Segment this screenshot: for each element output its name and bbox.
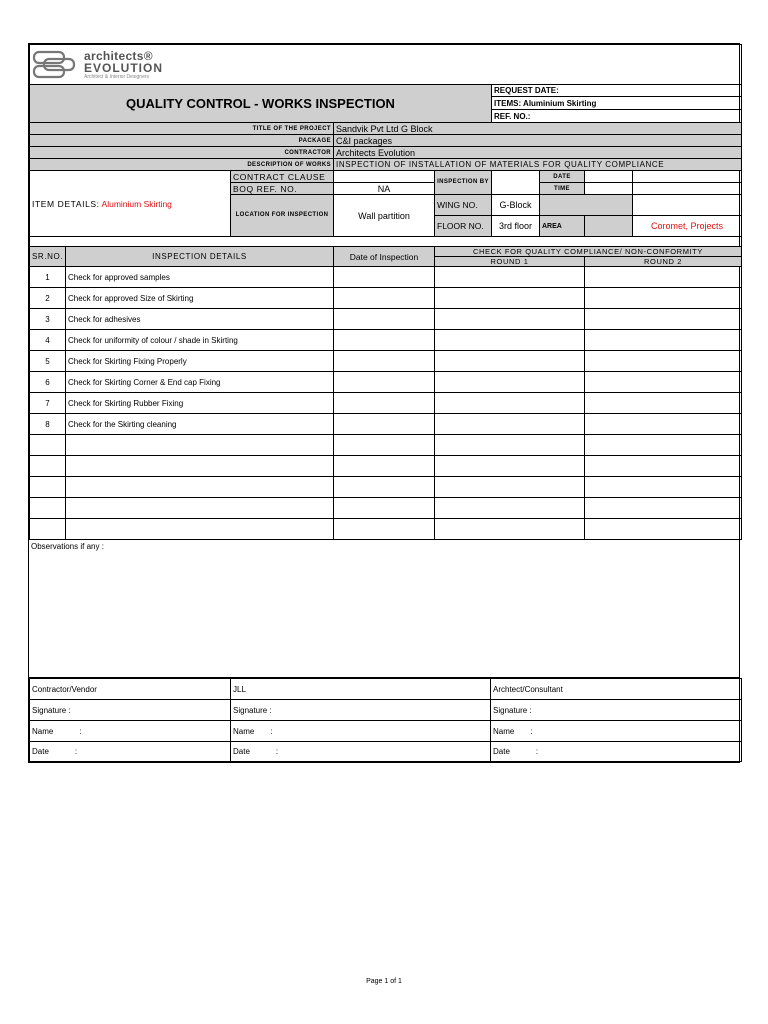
time-value: [585, 183, 633, 195]
row-srno: [30, 477, 66, 498]
col-inspection-details: INSPECTION DETAILS: [66, 247, 334, 267]
name-label: Name: [233, 726, 255, 736]
table-row: [30, 309, 742, 330]
row-inspection-detail: Check for approved Size of Skirting: [66, 288, 334, 309]
row-round2-cell[interactable]: [585, 414, 742, 435]
row-round1-cell[interactable]: [435, 435, 585, 456]
boq-ref-value: NA: [334, 183, 435, 195]
signoff-table: [29, 678, 742, 762]
row-srno: 2: [30, 288, 66, 309]
time-extra: [633, 183, 742, 195]
table-row: [30, 267, 742, 288]
row-srno: [30, 519, 66, 540]
description-label: DESCRIPTION OF WORKS: [30, 159, 334, 171]
row-round1-cell[interactable]: [435, 351, 585, 372]
observations-label: Observations if any :: [31, 542, 104, 551]
table-row: [30, 477, 742, 498]
observations-box[interactable]: [29, 540, 739, 678]
contract-clause-label: CONTRACT CLAUSE: [231, 171, 334, 183]
party-contractor: Contractor/Vendor: [30, 679, 231, 700]
row-srno: 3: [30, 309, 66, 330]
item-details-value: Aluminium Skirting: [101, 198, 172, 209]
row-date-cell[interactable]: [334, 351, 435, 372]
col-round1: ROUND 1: [435, 257, 585, 267]
row-inspection-detail: Check for approved samples: [66, 267, 334, 288]
date-label: DATE: [540, 171, 585, 183]
name-label: Name: [32, 726, 54, 736]
signature-contractor[interactable]: Signature :: [30, 700, 231, 721]
table-row: [30, 393, 742, 414]
description-value: INSPECTION OF INSTALLATION OF MATERIALS FOR QUALITY COMPLIANCE: [334, 159, 742, 171]
boq-ref-label: BOQ REF. NO.: [231, 183, 334, 195]
item-details: [30, 171, 231, 237]
row-round2-cell[interactable]: [585, 519, 742, 540]
form-table: [29, 44, 742, 540]
row-date-cell[interactable]: [334, 456, 435, 477]
row-round2-cell[interactable]: [585, 351, 742, 372]
date-extra: [633, 171, 742, 183]
row-date-cell[interactable]: [334, 267, 435, 288]
contract-clause-value: [334, 171, 435, 183]
colon: :: [530, 726, 533, 736]
project-title-value: Sandvik Pvt Ltd G Block: [334, 123, 742, 135]
contractor-label: CONTRACTOR: [30, 147, 334, 159]
col-round2: ROUND 2: [585, 257, 742, 267]
row-inspection-detail: [66, 519, 334, 540]
colon: :: [74, 747, 78, 756]
row-inspection-detail: Check for Skirting Rubber Fixing: [66, 393, 334, 414]
col-srno: SR.NO.: [30, 247, 66, 267]
table-row: [30, 435, 742, 456]
page-footer: Page 1 of 1: [366, 978, 402, 985]
logo-line1: architects®: [84, 48, 153, 63]
floor-no-value: 3rd floor: [492, 216, 540, 237]
row-date-cell[interactable]: [334, 393, 435, 414]
inspection-by-value: [492, 171, 540, 195]
table-row: [30, 372, 742, 393]
wing-no-label: WING NO.: [435, 195, 492, 216]
table-row: [30, 414, 742, 435]
date-contractor[interactable]: [30, 742, 231, 762]
package-value: C&I packages: [334, 135, 742, 147]
party-jll: JLL: [231, 679, 491, 700]
row-srno: 8: [30, 414, 66, 435]
table-row: [30, 498, 742, 519]
row-round2-cell[interactable]: [585, 372, 742, 393]
row-round2-cell[interactable]: [585, 477, 742, 498]
row-round1-cell[interactable]: [435, 519, 585, 540]
row-round2-cell[interactable]: [585, 456, 742, 477]
area-blank: [585, 216, 633, 237]
row-inspection-detail: Check for adhesives: [66, 309, 334, 330]
row-round1-cell[interactable]: [435, 288, 585, 309]
area-label: AREA: [540, 216, 585, 237]
colon: :: [270, 726, 273, 736]
company-logo-icon: [32, 49, 78, 81]
row-date-cell[interactable]: [334, 372, 435, 393]
signature-architect[interactable]: Signature :: [491, 700, 742, 721]
wing-blank: [540, 195, 633, 216]
row-date-cell[interactable]: [334, 414, 435, 435]
row-date-cell[interactable]: [334, 498, 435, 519]
signature-jll[interactable]: Signature :: [231, 700, 491, 721]
colon: :: [275, 747, 279, 756]
package-label: PACKAGE: [30, 135, 334, 147]
row-round1-cell[interactable]: [435, 393, 585, 414]
floor-no-label: FLOOR NO.: [435, 216, 492, 237]
row-srno: [30, 456, 66, 477]
col-check-compliance: CHECK FOR QUALITY COMPLIANCE/ NON-CONFORMITY: [435, 247, 742, 257]
row-srno: 1: [30, 267, 66, 288]
col-date-of-inspection: Date of Inspection: [334, 247, 435, 267]
colon: :: [535, 747, 539, 756]
inspection-form: [28, 43, 740, 763]
row-srno: 4: [30, 330, 66, 351]
row-date-cell[interactable]: [334, 309, 435, 330]
wing-extra: [633, 195, 742, 216]
date-value: [585, 171, 633, 183]
table-row: [30, 351, 742, 372]
inspection-by-label: INSPECTION BY: [435, 171, 492, 195]
logo-line2: EVOLUTION: [84, 60, 164, 75]
row-round1-cell[interactable]: [435, 330, 585, 351]
row-round1-cell[interactable]: [435, 498, 585, 519]
date-label: Date: [233, 747, 250, 756]
row-date-cell[interactable]: [334, 519, 435, 540]
logo-cell: [30, 45, 742, 85]
row-inspection-detail: Check for Skirting Corner & End cap Fixing: [66, 372, 334, 393]
location-label: LOCATION FOR INSPECTION: [231, 195, 334, 237]
row-date-cell[interactable]: [334, 435, 435, 456]
row-round2-cell[interactable]: [585, 288, 742, 309]
row-inspection-detail: [66, 477, 334, 498]
table-row: [30, 330, 742, 351]
table-row: [30, 519, 742, 540]
row-inspection-detail: [66, 435, 334, 456]
row-round1-cell[interactable]: [435, 309, 585, 330]
row-date-cell[interactable]: [334, 477, 435, 498]
wing-no-value: G-Block: [492, 195, 540, 216]
row-srno: 5: [30, 351, 66, 372]
items-field: ITEMS: Aluminium Skirting: [492, 97, 742, 110]
row-round2-cell[interactable]: [585, 393, 742, 414]
row-inspection-detail: Check for the Skirting cleaning: [66, 414, 334, 435]
row-round1-cell[interactable]: [435, 456, 585, 477]
name-architect[interactable]: [491, 721, 742, 742]
date-jll[interactable]: [231, 742, 491, 762]
name-jll[interactable]: [231, 721, 491, 742]
row-srno: [30, 498, 66, 519]
row-date-cell[interactable]: [334, 288, 435, 309]
row-inspection-detail: Check for Skirting Fixing Properly: [66, 351, 334, 372]
request-date: REQUEST DATE:: [492, 85, 742, 97]
name-contractor[interactable]: [30, 721, 231, 742]
row-inspection-detail: [66, 456, 334, 477]
row-round2-cell[interactable]: [585, 309, 742, 330]
row-date-cell[interactable]: [334, 330, 435, 351]
row-round1-cell[interactable]: [435, 372, 585, 393]
row-round1-cell[interactable]: [435, 414, 585, 435]
party-architect: Archtect/Consultant: [491, 679, 742, 700]
time-label: TIME: [540, 183, 585, 195]
row-round2-cell[interactable]: [585, 435, 742, 456]
ref-no: REF. NO.:: [492, 110, 742, 123]
row-round2-cell[interactable]: [585, 267, 742, 288]
date-architect[interactable]: [491, 742, 742, 762]
spacer-row: [30, 237, 742, 247]
area-value: Coromet, Projects: [633, 216, 742, 237]
logo-tagline: Architect & Interior Designers: [84, 73, 150, 80]
row-round2-cell[interactable]: [585, 498, 742, 519]
date-label: Date: [493, 747, 510, 756]
form-title: QUALITY CONTROL - WORKS INSPECTION: [30, 85, 492, 123]
colon: :: [79, 726, 82, 736]
row-srno: 7: [30, 393, 66, 414]
date-label: Date: [32, 747, 49, 756]
row-inspection-detail: Check for uniformity of colour / shade in Skirting: [66, 330, 334, 351]
table-row: [30, 288, 742, 309]
row-inspection-detail: [66, 498, 334, 519]
location-value: Wall partition: [334, 195, 435, 237]
row-round1-cell[interactable]: [435, 267, 585, 288]
name-label: Name: [493, 726, 515, 736]
row-srno: 6: [30, 372, 66, 393]
item-details-label: ITEM DETAILS:: [32, 198, 100, 209]
contractor-value: Architects Evolution: [334, 147, 742, 159]
row-round2-cell[interactable]: [585, 330, 742, 351]
table-row: [30, 456, 742, 477]
row-srno: [30, 435, 66, 456]
project-title-label: TITLE OF THE PROJECT: [30, 123, 334, 135]
row-round1-cell[interactable]: [435, 477, 585, 498]
